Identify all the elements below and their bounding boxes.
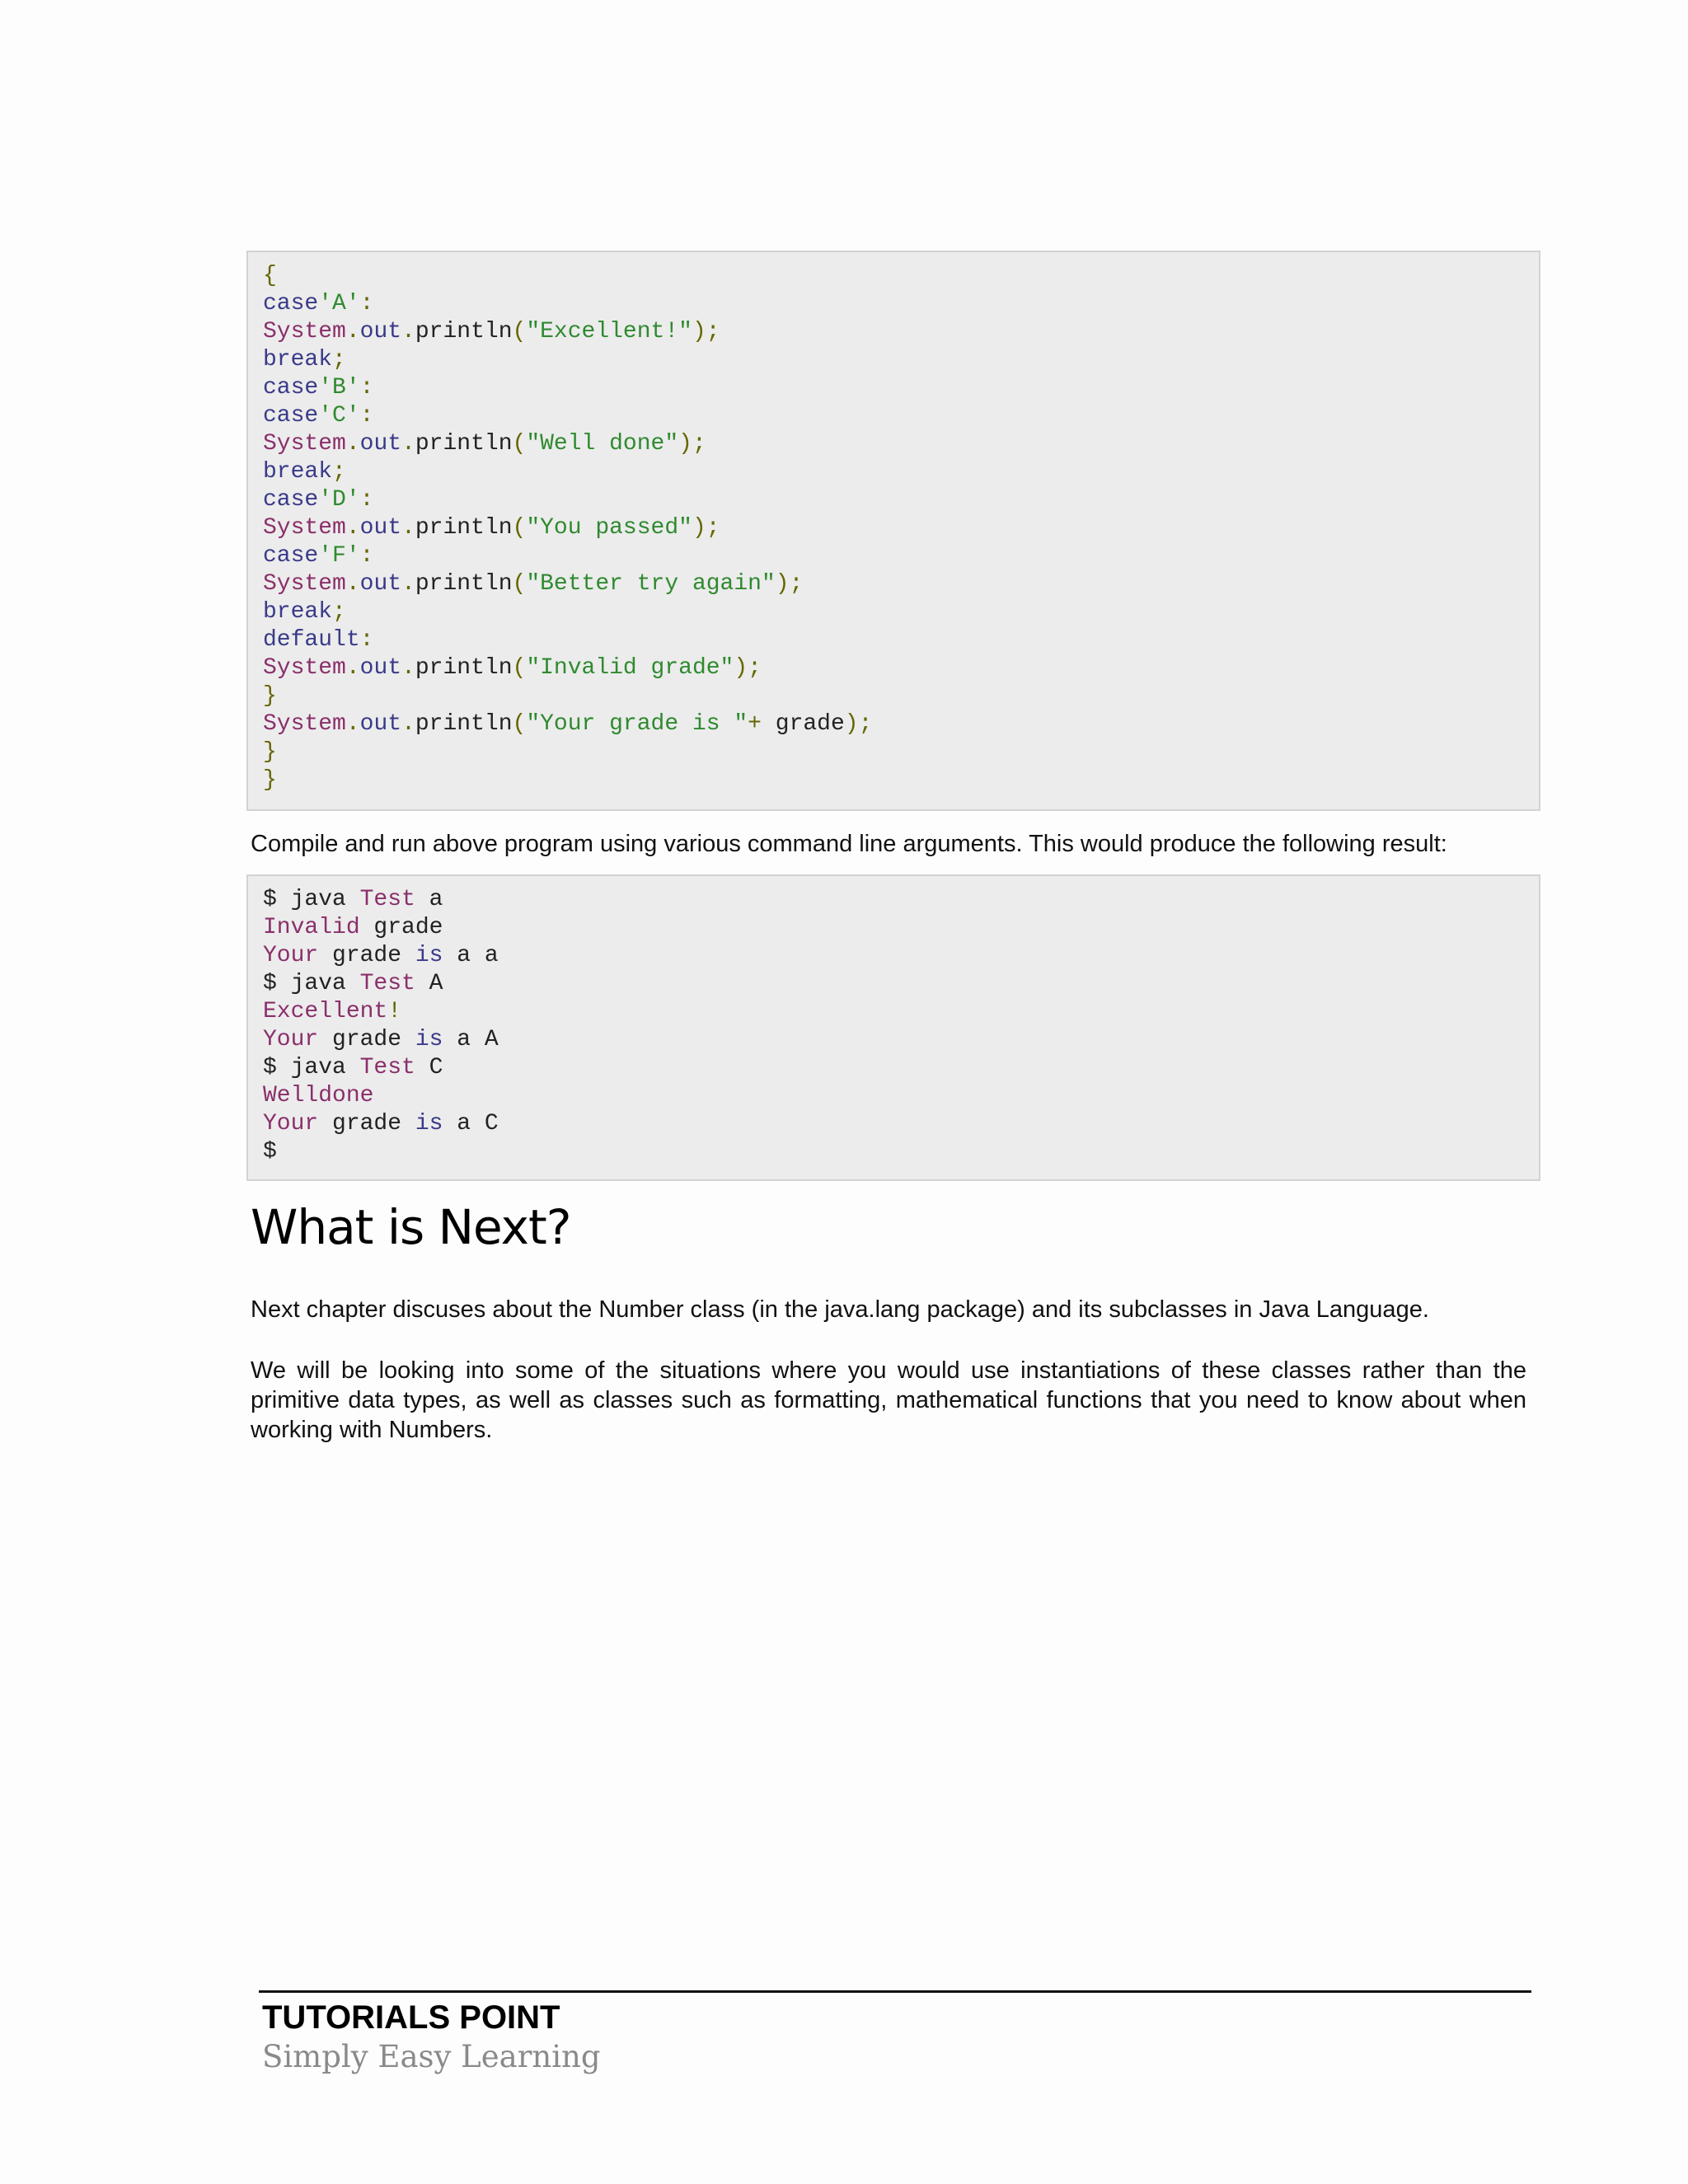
code-token: System <box>263 655 346 681</box>
code-token: println <box>415 515 513 541</box>
code-line <box>263 318 1524 346</box>
code-token: . <box>345 655 360 681</box>
code-line <box>263 998 1524 1026</box>
code-line <box>263 738 1524 766</box>
code-line <box>263 942 1524 970</box>
code-token: Test <box>359 971 415 996</box>
code-token: C <box>415 1055 443 1080</box>
code-token: $ java <box>263 971 360 996</box>
code-token: System <box>263 431 346 457</box>
code-line <box>263 346 1524 374</box>
code-token: : <box>359 627 374 653</box>
code-token: "Your grade is " <box>526 711 748 737</box>
code-token: is <box>415 1111 443 1137</box>
code-token: ! <box>387 999 402 1024</box>
paragraph-compile-instructions: Compile and run above program using various command line arguments. This would produce the following result: <box>251 831 1447 857</box>
code-token: . <box>345 571 360 597</box>
code-token: 'D' <box>318 487 360 513</box>
code-token: . <box>401 711 415 737</box>
code-line <box>263 458 1524 486</box>
code-token: ); <box>678 431 706 457</box>
code-token: grade <box>359 915 443 940</box>
code-token: println <box>415 319 513 344</box>
code-line <box>263 914 1524 942</box>
code-block-java-switch <box>246 251 1540 811</box>
code-token: a A <box>443 1027 499 1052</box>
code-token: . <box>401 655 415 681</box>
code-token: ( <box>512 655 527 681</box>
code-token: : <box>359 291 374 316</box>
code-token: Invalid <box>263 915 360 940</box>
code-token: 'F' <box>318 543 360 569</box>
code-token: out <box>359 655 402 681</box>
code-token: $ <box>263 1139 277 1165</box>
code-token: break <box>263 459 333 485</box>
code-token: { <box>263 263 277 288</box>
code-line <box>263 402 1524 430</box>
code-token: 'B' <box>318 375 360 401</box>
code-line <box>263 1110 1524 1138</box>
code-line <box>263 262 1524 290</box>
code-token: 'A' <box>318 291 360 316</box>
code-line <box>263 514 1524 542</box>
code-token: . <box>401 319 415 344</box>
code-token: } <box>263 739 277 765</box>
code-token: "Excellent!" <box>526 319 692 344</box>
code-token: System <box>263 515 346 541</box>
code-token: is <box>415 943 443 968</box>
code-token: ( <box>512 515 527 541</box>
code-token: case <box>263 291 319 316</box>
code-line <box>263 1082 1524 1110</box>
code-line <box>263 542 1524 570</box>
code-token: a a <box>443 943 499 968</box>
code-line <box>263 570 1524 598</box>
code-token: is <box>415 1027 443 1052</box>
code-token: . <box>401 515 415 541</box>
code-token: ; <box>332 459 346 485</box>
code-token: 'C' <box>318 403 360 429</box>
code-token: + <box>748 711 762 737</box>
code-line <box>263 598 1524 626</box>
code-token: Your <box>263 1111 319 1137</box>
code-token: ( <box>512 571 527 597</box>
code-token: out <box>359 431 402 457</box>
code-line <box>263 654 1524 682</box>
code-token: . <box>345 431 360 457</box>
code-token: ; <box>332 347 346 373</box>
code-token: A <box>415 971 443 996</box>
code-token: "You passed" <box>526 515 692 541</box>
code-token: case <box>263 543 319 569</box>
paragraph-next-chapter: Next chapter discuses about the Number class (in the java.lang package) and its subclasses in Java Language. <box>251 1296 1429 1323</box>
code-line <box>263 886 1524 914</box>
code-token: "Invalid grade" <box>526 655 734 681</box>
code-token: out <box>359 571 402 597</box>
code-token: case <box>263 403 319 429</box>
code-token: ); <box>734 655 762 681</box>
code-token: println <box>415 655 513 681</box>
code-token: Test <box>359 887 415 912</box>
code-line <box>263 766 1524 794</box>
code-token: println <box>415 711 513 737</box>
code-token: : <box>359 375 374 401</box>
code-token: ); <box>844 711 873 737</box>
paragraph-number-classes: We will be looking into some of the situations where you would use instantiations of these classes rather than the primitive data types, as well as classes such as formatting, mathematical functions that you need to know about when working with Numbers. <box>251 1357 1526 1443</box>
code-token: ( <box>512 431 527 457</box>
code-line <box>263 374 1524 402</box>
code-token: default <box>263 627 360 653</box>
code-line <box>263 290 1524 318</box>
code-token: grade <box>318 1027 415 1052</box>
code-token: out <box>359 711 402 737</box>
code-token: Test <box>359 1055 415 1080</box>
code-line <box>263 682 1524 710</box>
code-token: . <box>401 571 415 597</box>
code-token: ); <box>692 515 720 541</box>
code-line <box>263 1054 1524 1082</box>
code-token: a <box>415 887 443 912</box>
code-token: "Well done" <box>526 431 679 457</box>
code-token: . <box>345 319 360 344</box>
code-token: System <box>263 319 346 344</box>
code-token: . <box>345 711 360 737</box>
code-token: System <box>263 711 346 737</box>
code-token: : <box>359 487 374 513</box>
code-token: break <box>263 599 333 625</box>
code-line <box>263 626 1524 654</box>
code-token: ( <box>512 319 527 344</box>
code-token: grade <box>318 943 415 968</box>
code-token: grade <box>761 711 845 737</box>
footer-brand: TUTORIALS POINT <box>262 1999 560 2036</box>
code-line <box>263 430 1524 458</box>
footer-divider <box>259 1990 1531 1993</box>
code-token: case <box>263 375 319 401</box>
code-token: } <box>263 767 277 793</box>
code-token: println <box>415 431 513 457</box>
code-token: a C <box>443 1111 499 1137</box>
code-token: : <box>359 403 374 429</box>
code-token: $ java <box>263 887 360 912</box>
code-line <box>263 970 1524 998</box>
code-line <box>263 1026 1524 1054</box>
code-line <box>263 486 1524 514</box>
code-token: case <box>263 487 319 513</box>
code-line <box>263 710 1524 738</box>
code-block-output <box>246 874 1540 1181</box>
code-token: Welldone <box>263 1083 374 1108</box>
code-token: grade <box>318 1111 415 1137</box>
code-token: ); <box>775 571 804 597</box>
code-token: : <box>359 543 374 569</box>
code-token: Excellent <box>263 999 388 1024</box>
code-token: Your <box>263 943 319 968</box>
section-heading: What is Next? <box>251 1199 571 1255</box>
code-token: ( <box>512 711 527 737</box>
code-token: ; <box>332 599 346 625</box>
code-token: . <box>345 515 360 541</box>
code-token: ); <box>692 319 720 344</box>
code-line <box>263 1138 1524 1166</box>
code-token: System <box>263 571 346 597</box>
code-token: out <box>359 319 402 344</box>
code-token: . <box>401 431 415 457</box>
code-token: println <box>415 571 513 597</box>
code-token: Your <box>263 1027 319 1052</box>
code-token: break <box>263 347 333 373</box>
code-token: $ java <box>263 1055 360 1080</box>
footer-tagline: Simply Easy Learning <box>262 2039 601 2074</box>
code-token: out <box>359 515 402 541</box>
code-token: "Better try again" <box>526 571 776 597</box>
code-token: } <box>263 683 277 709</box>
